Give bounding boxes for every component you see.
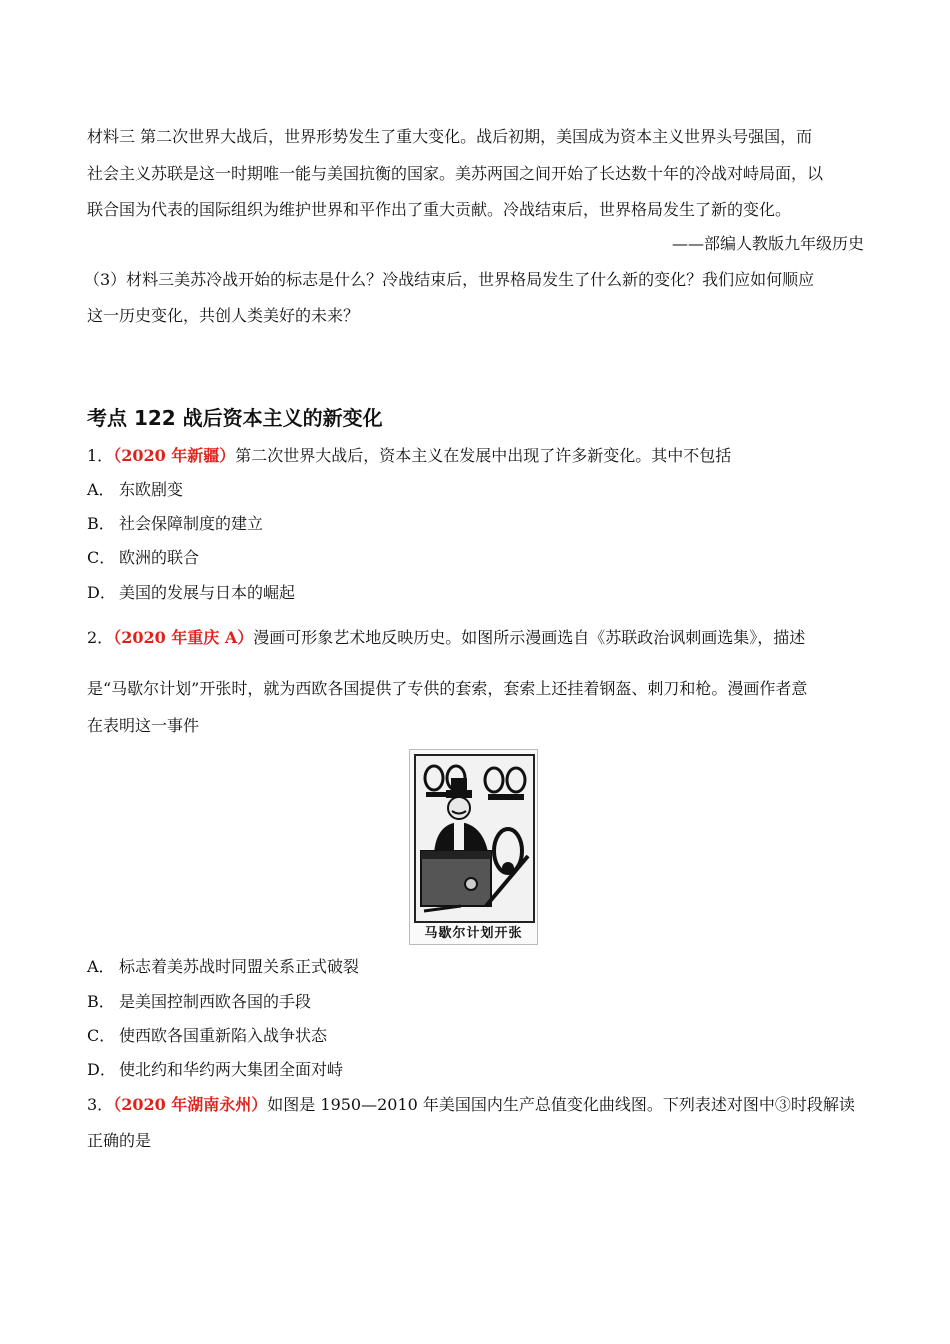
material3-line-1: 材料三 第二次世界大战后，世界形势发生了重大变化。战后初期，美国成为资本主义世界头号强国，而 [87, 127, 813, 146]
q3-number: 3． [87, 1095, 114, 1114]
material3-source: ——部编人教版九年级历史 [671, 234, 864, 253]
q1-text: 第二次世界大战后，资本主义在发展中出现了许多新变化。其中不包括 [235, 446, 732, 465]
q2-option-b: B． 是美国控制西欧各国的手段 [87, 992, 312, 1011]
q2-stem-line-3: 在表明这一事件 [87, 716, 200, 735]
q3-stem-line-2: 正确的是 [87, 1131, 152, 1150]
q1-source: （2020 年新疆） [113, 446, 236, 465]
q1-option-a: A． 东欧剧变 [87, 480, 184, 499]
question-3-part-line-2: 这一历史变化，共创人类美好的未来？ [87, 306, 360, 325]
cartoon-figure [409, 749, 538, 945]
q1-option-b: B． 社会保障制度的建立 [87, 514, 264, 533]
q2-source: （2020 年重庆 A） [113, 628, 254, 647]
q2-stem-line-2: 是“马歇尔计划”开张时，就为西欧各国提供了专供的套索，套索上还挂着钢盔、刺刀和枪。漫画作者意 [87, 679, 808, 698]
q1-option-d: D． 美国的发展与日本的崛起 [87, 583, 296, 602]
q2-number: 2． [87, 628, 114, 647]
q2-option-d: D． 使北约和华约两大集团全面对峙 [87, 1060, 344, 1079]
q2-option-a: A． 标志着美苏战时同盟关系正式破裂 [87, 957, 360, 976]
question-3-part-line-1: （3）材料三美苏冷战开始的标志是什么？冷战结束后，世界格局发生了什么新的变化？我们应如何顺应 [84, 270, 815, 289]
q2-text: 漫画可形象艺术地反映历史。如图所示漫画选自《苏联政治讽刺画选集》，描述 [253, 628, 806, 647]
q2-option-c: C． 使西欧各国重新陷入战争状态 [87, 1026, 328, 1045]
cartoon-caption: 马歇尔计划开张 [424, 926, 523, 941]
q3-source: （2020 年湖南永州） [113, 1095, 268, 1114]
q3-text: 如图是 1950—2010 年美国国内生产总值变化曲线图。下列表述对图中③时段解读 [267, 1095, 855, 1114]
q1-option-c: C． 欧洲的联合 [87, 548, 200, 567]
cartoon-illustration [416, 756, 533, 921]
cartoon-image [414, 754, 535, 923]
q3-stem-line-1 [87, 1095, 855, 1115]
section-title: 考点 122 战后资本主义的新变化 [87, 406, 383, 430]
q2-stem-line-1 [87, 628, 805, 648]
q1-stem [87, 446, 731, 466]
material3-line-3: 联合国为代表的国际组织为维护世界和平作出了重大贡献。冷战结束后，世界格局发生了新的变化。 [87, 200, 792, 219]
material3-line-2: 社会主义苏联是这一时期唯一能与美国抗衡的国家。美苏两国之间开始了长达数十年的冷战对峙局面，以 [87, 164, 824, 183]
q1-number: 1． [87, 446, 114, 465]
